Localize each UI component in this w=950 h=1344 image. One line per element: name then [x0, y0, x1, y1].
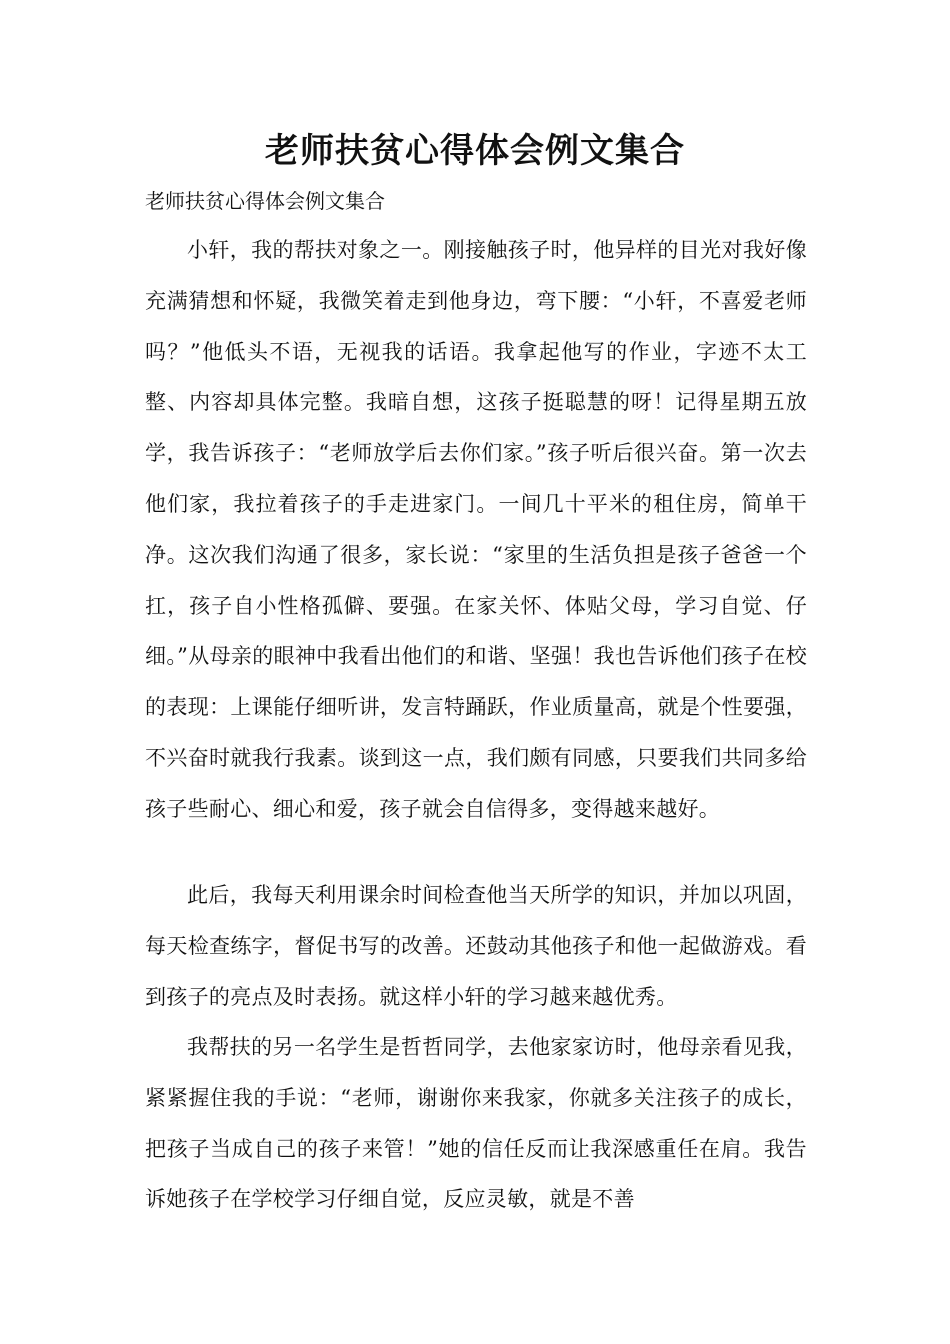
paragraph-2: 此后，我每天利用课余时间检查他当天所学的知识，并加以巩固，每天检查练字，督促书写的改善。还鼓动其他孩子和他一起做游戏。看到孩子的亮点及时表扬。就这样小轩的学习越来越优秀。	[145, 883, 807, 1009]
document-title: 老师扶贫心得体会例文集合	[265, 131, 685, 171]
paragraph-1: 小轩，我的帮扶对象之一。刚接触孩子时，他异样的目光对我好像充满猜想和怀疑，我微笑着走到他身边，弯下腰：“小轩，不喜爱老师吗？”他低头不语，无视我的话语。我拿起他写的作业，字迹不太工整、内容却具体完整。我暗自想，这孩子挺聪慧的呀！记得星期五放学，我告诉孩子：“老师放学后去你们家。”孩子听后很兴奋。第一次去他们家，我拉着孩子的手走进家门。一间几十平米的租住房，简单干净。这次我们沟通了很多，家长说：“家里的生活负担是孩子爸爸一个扛，孩子自小性格孤僻、要强。在家关怀、体贴父母，学习自觉、仔细。”从母亲的眼神中我看出他们的和谐、坚强！我也告诉他们孩子在校的表现：上课能仔细听讲，发言特踊跃，作业质量高，就是个性要强，不兴奋时就我行我素。谈到这一点，我们颇有同感，只要我们共同多给孩子些耐心、细心和爱，孩子就会自信得多，变得越来越好。	[145, 238, 807, 821]
paragraph-3: 我帮扶的另一名学生是哲哲同学，去他家家访时，他母亲看见我，紧紧握住我的手说：“老师，谢谢你来我家，你就多关注孩子的成长，把孩子当成自己的孩子来管！”她的信任反而让我深感重任在肩。我告诉她孩子在学校学习仔细自觉，反应灵敏，就是不善	[145, 1035, 807, 1212]
document-subtitle: 老师扶贫心得体会例文集合	[145, 189, 385, 213]
